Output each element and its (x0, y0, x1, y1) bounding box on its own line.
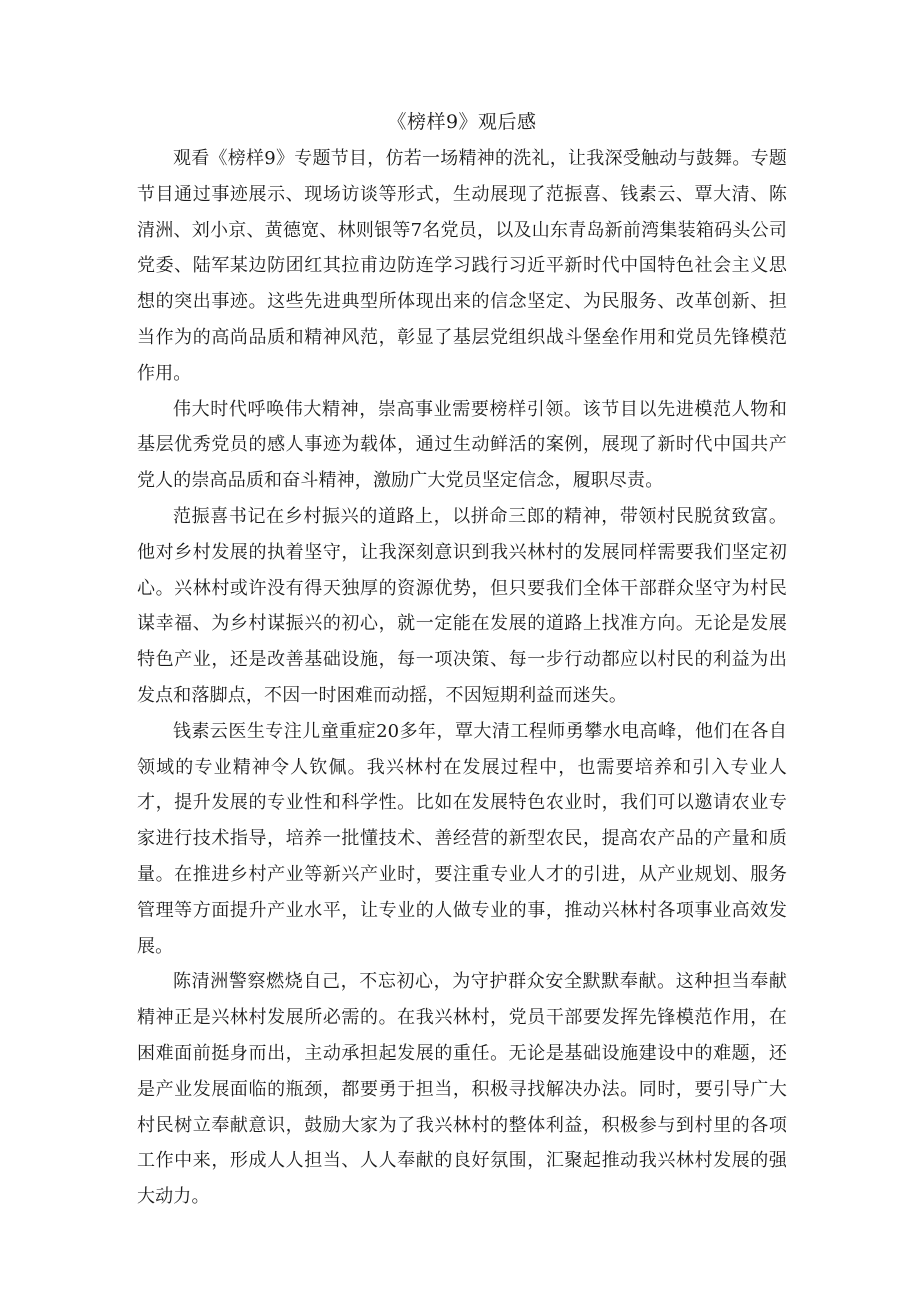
paragraph-professional: 钱素云医生专注儿童重症20多年，覃大清工程师勇攀水电高峰，他们在各自领域的专业精神令人钦佩。我兴林村在发展过程中，也需要培养和引入专业人才，提升发展的专业性和科学性。比如在发展特色农业时，我们可以邀请农业专家进行技术指导，培养一批懂技术、善经营的新型农民，提高农产品的产量和质量。在推进乡村产业等新兴产业时，要注重专业人才的引进，从产业规划、服务管理等方面提升产业水平，让专业的人做专业的事，推动兴林村各项事业高效发展。 (137, 720, 787, 957)
paragraph-fan-zhenxi: 范振喜书记在乡村振兴的道路上，以拼命三郎的精神，带领村民脱贫致富。他对乡村发展的执着坚守，让我深刻意识到我兴林村的发展同样需要我们坚定初心。兴林村或许没有得天独厚的资源优势，但只要我们全体干部群众坚守为村民谋幸福、为乡村谋振兴的初心，就一定能在发展的道路上找准方向。无论是发展特色产业，还是改善基础设施，每一项决策、每一步行动都应以村民的利益为出发点和落脚点，不因一时困难而动摇，不因短期利益而迷失。 (137, 505, 787, 706)
document-title: 《榜样9》观后感 (387, 111, 537, 133)
document-body (137, 141, 787, 1215)
paragraph-intro: 观看《榜样9》专题节目，仿若一场精神的洗礼，让我深受触动与鼓舞。专题节目通过事迹展示、现场访谈等形式，生动展现了范振喜、钱素云、覃大清、陈清洲、刘小京、黄德宽、林则银等7名党员，以及山东青岛新前湾集装箱码头公司党委、陆军某边防团红其拉甫边防连学习践行习近平新时代中国特色社会主义思想的突出事迹。这些先进典型所体现出来的信念坚定、为民服务、改革创新、担当作为的高尚品质和精神风范，彰显了基层党组织战斗堡垒作用和党员先锋模范作用。 (137, 148, 787, 384)
paragraph-dedication: 陈清洲警察燃烧自己，不忘初心，为守护群众安全默默奉献。这种担当奉献精神正是兴林村发展所必需的。在我兴林村，党员干部要发挥先锋模范作用，在困难面前挺身而出，主动承担起发展的重任。无论是基础设施建设中的难题，还是产业发展面临的瓶颈，都要勇于担当，积极寻找解决办法。同时，要引导广大村民树立奉献意识，鼓励大家为了我兴林村的整体利益，积极参与到村里的各项工作中来，形成人人担当、人人奉献的良好氛围，汇聚起推动我兴林村发展的强大动力。 (137, 971, 787, 1208)
paragraph-spirit: 伟大时代呼唤伟大精神，崇高事业需要榜样引领。该节目以先进模范人物和基层优秀党员的感人事迹为载体，通过生动鲜活的案例，展现了新时代中国共产党人的崇高品质和奋斗精神，激励广大党员坚定信念，履职尽责。 (137, 398, 787, 492)
